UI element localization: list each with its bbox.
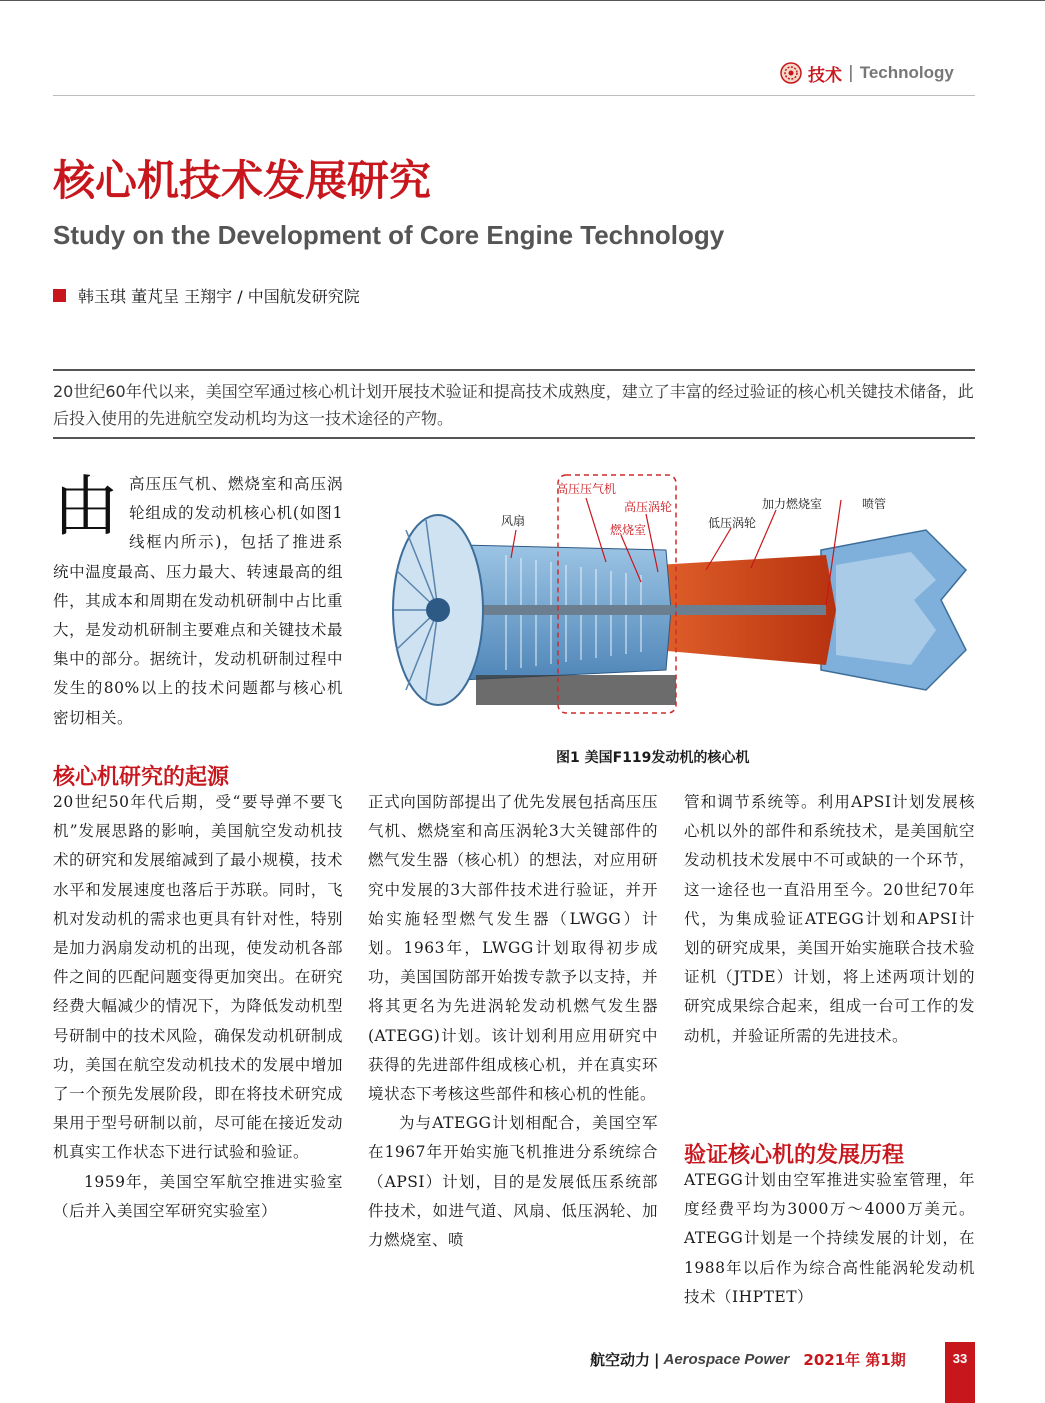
fan-hub bbox=[426, 598, 450, 622]
page-footer bbox=[590, 1349, 906, 1370]
drop-cap: 由 bbox=[53, 468, 119, 545]
paragraph: ATEGG计划由空军推进实验室管理，年度经费平均为3000万～4000万美元。ATEGG计划是一个持续发展的计划，在1988年以后作为综合高性能涡轮发动机技术（IHPTET） bbox=[684, 1171, 975, 1306]
abstract: 20世纪60年代以来，美国空军通过核心机计划开展技术验证和提高技术成熟度，建立了丰富的经过验证的核心机关键技术储备，此后投入使用的先进航空发动机均为这一技术途径的产物。 bbox=[53, 382, 974, 428]
section-separator: | bbox=[848, 63, 854, 83]
header-rule bbox=[53, 95, 975, 96]
label-fan: 风扇 bbox=[501, 514, 526, 528]
accessory-gearbox bbox=[476, 675, 676, 705]
magazine-name-cn: 航空动力 bbox=[590, 1351, 651, 1369]
label-combustor: 燃烧室 bbox=[610, 523, 647, 537]
article-subtitle: Study on the Development of Core Engine Technology bbox=[53, 220, 725, 250]
section-header bbox=[780, 58, 980, 88]
f119-engine-illustration bbox=[366, 470, 980, 740]
section-heading-origin: 核心机研究的起源 bbox=[53, 765, 230, 790]
column-1 bbox=[53, 788, 343, 1226]
label-hpt: 高压涡轮 bbox=[624, 500, 673, 514]
author-names: 韩玉琪 董芃呈 王翔宇 / 中国航发研究院 bbox=[78, 287, 360, 306]
engine-figure bbox=[366, 470, 980, 740]
section-heading-history: 验证核心机的发展历程 bbox=[684, 1143, 905, 1168]
footer-separator: | bbox=[654, 1350, 660, 1369]
section-label-cn: 技术 bbox=[808, 65, 842, 86]
intro-paragraph bbox=[53, 470, 343, 733]
top-border bbox=[0, 0, 1045, 1]
drop-cap-space bbox=[53, 470, 129, 556]
paragraph: 为与ATEGG计划相配合，美国空军在1967年开始实施飞机推进分系统综合（APSI）计划，目的是发展低压系统部件技术，如进气道、风扇、低压涡轮、加力燃烧室、喷 bbox=[368, 1114, 658, 1250]
page-number: 33 bbox=[945, 1342, 975, 1403]
abstract-top-rule bbox=[53, 369, 975, 371]
column-3 bbox=[684, 788, 975, 1051]
abstract-bottom-rule bbox=[53, 437, 975, 439]
magazine-name-en: Aerospace Power bbox=[663, 1351, 790, 1368]
label-afterburner: 加力燃烧室 bbox=[762, 497, 823, 511]
figure-caption: 图1 美国F119发动机的核心机 bbox=[556, 750, 750, 766]
issue-label: 2021年 第1期 bbox=[803, 1351, 906, 1369]
author-marker-icon bbox=[53, 289, 66, 302]
column-3-lower bbox=[684, 1166, 975, 1312]
section-label-en: Technology bbox=[859, 63, 954, 82]
paragraph: 管和调节系统等。利用APSI计划发展核心机以外的部件和系统技术，是美国航空发动机技术发展中不可或缺的一个环节，这一途径也一直沿用至今。20世纪70年代，为集成验证ATEGG计划和APSI计划的研究成果，美国开始实施联合技术验证机（JTDE）计划，将上述两项计划的研究成果综合起来，组成一台可工作的发动机，并验证所需的先进技术。 bbox=[684, 793, 975, 1045]
journal-logo-icon bbox=[780, 62, 802, 84]
author-line bbox=[53, 284, 360, 307]
paragraph: 20世纪50年代后期，受“要导弹不要飞机”发展思路的影响，美国航空发动机技术的研究和发展缩减到了最小规模，技术水平和发展速度也落后于苏联。同时，飞机对发动机的需求也更具有针对性，特别是加力涡扇发动机的出现，使发动机各部件之间的匹配问题变得更加突出。在研究经费大幅减少的情况下，为降低发动机型号研制中的技术风险，确保发动机研制成功，美国在航空发动机技术的发展中增加了一个预先发展阶段，即在将技术研究成果用于型号研制以前，尽可能在接近发动机真实工作状态下进行试验和验证。 bbox=[53, 793, 343, 1162]
label-lpt: 低压涡轮 bbox=[708, 516, 757, 530]
intro-text: 高压压气机、燃烧室和高压涡轮组成的发动机核心机(如图1线框内所示)，包括了推进系统中温度最高、压力最大、转速最高的组件，其成本和周期在发动机研制中占比重大，是发动机研制主要难点和关键技术最集中的部分。据统计，发动机研制过程中发生的80%以上的技术问题都与核心机密切相关。 bbox=[53, 475, 343, 727]
label-nozzle: 喷管 bbox=[862, 497, 887, 511]
article-title: 核心机技术发展研究 bbox=[53, 156, 432, 205]
label-hpc: 高压压气机 bbox=[556, 482, 617, 496]
column-2 bbox=[368, 788, 658, 1255]
paragraph: 正式向国防部提出了优先发展包括高压压气机、燃烧室和高压涡轮3大关键部件的燃气发生器（核心机）的想法，对应用研究中发展的3大部件技术进行验证，并开始实施轻型燃气发生器（LWGG）计划。1963年，LWGG计划取得初步成功，美国国防部开始拨专款予以支持，并将其更名为先进涡轮发动机燃气发生器(ATEGG)计划。该计划利用应用研究中获得的先进部件组成核心机，并在真实环境状态下考核这些部件和核心机的性能。 bbox=[368, 793, 658, 1104]
engine-shaft bbox=[466, 605, 826, 615]
paragraph: 1959年，美国空军航空推进实验室（后并入美国空军研究实验室） bbox=[53, 1172, 343, 1220]
